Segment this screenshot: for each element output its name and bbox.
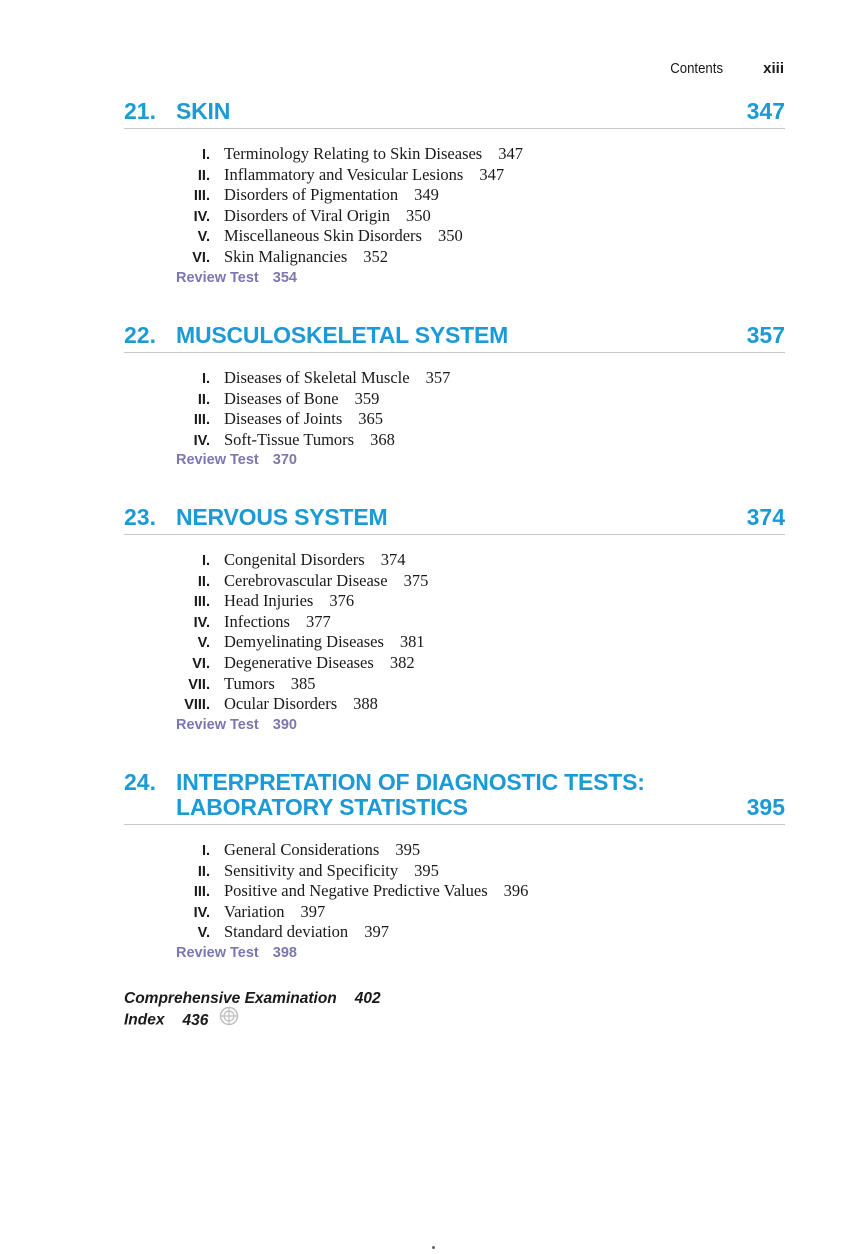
toc-entry[interactable] — [124, 550, 785, 571]
toc-entry[interactable] — [124, 185, 785, 206]
toc-entry[interactable] — [124, 653, 785, 674]
toc-entry[interactable] — [124, 247, 785, 268]
section-numeral: II. — [197, 863, 210, 880]
section-numeral: IV. — [193, 904, 210, 921]
section-title: Diseases of Bone — [224, 388, 339, 408]
section-numeral: VI. — [192, 655, 210, 672]
section-page: 350 — [437, 226, 463, 246]
section-numeral: I. — [201, 843, 210, 859]
section-title: Degenerative Diseases — [224, 652, 374, 672]
toc-entry[interactable] — [124, 632, 785, 653]
review-test-link[interactable] — [176, 717, 785, 733]
toc-entry[interactable] — [124, 144, 785, 165]
chapter-title-line: MUSCULOSKELETAL SYSTEM — [176, 322, 509, 348]
section-numeral: IV. — [193, 614, 210, 631]
section-numeral: VI. — [192, 249, 210, 266]
chapter-page-number: 395 — [746, 794, 785, 820]
section-page: 347 — [479, 164, 505, 184]
running-head — [663, 60, 784, 77]
crop-mark — [432, 1246, 435, 1249]
toc-entry[interactable] — [124, 389, 785, 410]
section-title: Soft-Tissue Tumors — [224, 429, 355, 449]
section-title: Head Injuries — [224, 591, 314, 611]
section-title: Variation — [224, 901, 285, 921]
section-title: Skin Malignancies — [224, 246, 348, 266]
review-test-label: Review Test — [176, 269, 259, 286]
section-numeral: II. — [197, 167, 210, 184]
page-folio: xiii — [763, 60, 784, 77]
section-numeral: V. — [197, 925, 210, 942]
chapter-title — [176, 99, 785, 124]
section-page: 350 — [405, 205, 431, 225]
review-test-page: 398 — [272, 944, 297, 961]
section-title: Disorders of Pigmentation — [224, 185, 399, 205]
end-matter — [124, 988, 381, 1032]
section-page: 397 — [300, 901, 326, 921]
toc-entry[interactable] — [124, 368, 785, 389]
section-page: 374 — [380, 550, 406, 569]
chapter-title — [176, 505, 785, 530]
section-list — [124, 840, 785, 943]
section-title: Disorders of Viral Origin — [224, 205, 390, 225]
section-list — [124, 368, 785, 450]
end-matter-page: 402 — [354, 990, 381, 1007]
review-test-link[interactable] — [176, 945, 785, 961]
section-page: 376 — [329, 591, 355, 611]
chapter-24 — [124, 770, 785, 961]
section-title: Infections — [224, 611, 290, 631]
chapter-title-line: INTERPRETATION OF DIAGNOSTIC TESTS: — [176, 769, 645, 795]
chapter-title-line: NERVOUS SYSTEM — [176, 504, 388, 530]
chapter-title — [176, 770, 785, 820]
section-page: 396 — [503, 881, 529, 901]
section-page: 382 — [389, 652, 415, 672]
section-page: 385 — [290, 673, 316, 693]
chapter-title — [176, 323, 785, 348]
toc-entry[interactable] — [124, 409, 785, 430]
review-test-page: 354 — [272, 269, 297, 286]
section-title: Ocular Disorders — [224, 694, 338, 714]
section-page: 397 — [364, 922, 389, 942]
section-numeral: V. — [197, 635, 210, 652]
section-title: Diseases of Joints — [224, 409, 343, 429]
section-title: Tumors — [224, 673, 275, 693]
end-matter-label: Index — [124, 1011, 165, 1029]
section-title: Demyelinating Diseases — [224, 632, 384, 652]
section-numeral: I. — [201, 371, 210, 387]
section-numeral: III. — [193, 594, 210, 611]
chapter-number: 22. — [124, 322, 156, 348]
toc-entry[interactable] — [124, 902, 785, 923]
chapter-heading[interactable] — [124, 323, 785, 353]
review-test-page: 370 — [272, 452, 297, 469]
index-entry[interactable] — [124, 1009, 381, 1032]
section-title: Terminology Relating to Skin Diseases — [224, 144, 483, 163]
section-title: Diseases of Skeletal Muscle — [224, 368, 410, 387]
section-page: 388 — [353, 694, 378, 714]
section-numeral: I. — [201, 147, 210, 163]
section-numeral: III. — [193, 188, 210, 205]
section-title: Positive and Negative Predictive Values — [224, 881, 488, 901]
section-numeral: III. — [193, 412, 210, 429]
section-title: General Considerations — [224, 840, 380, 859]
review-test-link[interactable] — [176, 270, 785, 286]
chapter-heading[interactable] — [124, 99, 785, 129]
chapter-23 — [124, 505, 785, 733]
review-test-page: 390 — [272, 716, 297, 733]
toc-entry[interactable] — [124, 694, 785, 715]
section-numeral: I. — [201, 553, 210, 569]
end-matter-label: Comprehensive Examination — [124, 990, 337, 1007]
section-page: 377 — [305, 611, 331, 631]
toc-entry[interactable] — [124, 165, 785, 186]
toc-entry[interactable] — [124, 922, 785, 943]
section-page: 381 — [399, 632, 425, 652]
chapter-page-number: 374 — [746, 504, 785, 530]
section-title: Cerebrovascular Disease — [224, 570, 388, 590]
section-page: 349 — [414, 185, 439, 205]
toc-entry[interactable] — [124, 612, 785, 633]
section-page: 395 — [414, 860, 439, 880]
section-page: 357 — [425, 368, 451, 387]
chapter-22 — [124, 323, 785, 468]
chapter-number: 23. — [124, 504, 156, 530]
toc-entry[interactable] — [124, 881, 785, 902]
section-numeral: III. — [193, 884, 210, 901]
chapter-number: 24. — [124, 769, 156, 795]
section-title: Inflammatory and Vesicular Lesions — [224, 164, 464, 184]
section-title: Standard deviation — [224, 922, 349, 942]
section-page: 352 — [363, 246, 389, 266]
review-test-label: Review Test — [176, 716, 259, 733]
toc-entry[interactable] — [124, 226, 785, 247]
toc-entry[interactable] — [124, 591, 785, 612]
chapter-page-number: 347 — [746, 98, 785, 124]
section-numeral: II. — [197, 573, 210, 590]
section-page: 347 — [498, 144, 523, 163]
toc-entry[interactable] — [124, 206, 785, 227]
section-page: 368 — [370, 429, 395, 449]
section-title: Congenital Disorders — [224, 550, 365, 569]
section-title: Miscellaneous Skin Disorders — [224, 226, 422, 246]
running-head-title: Contents — [670, 60, 724, 77]
chapter-title-line: LABORATORY STATISTICS — [176, 794, 468, 820]
comprehensive-exam-entry[interactable] — [124, 988, 381, 1009]
section-title: Sensitivity and Specificity — [224, 860, 399, 880]
section-numeral: VIII. — [184, 697, 210, 714]
section-page: 359 — [354, 388, 380, 408]
section-list — [124, 550, 785, 715]
chapter-title-line: SKIN — [176, 98, 231, 124]
section-list — [124, 144, 785, 268]
review-test-label: Review Test — [176, 452, 259, 469]
chapter-21 — [124, 99, 785, 286]
chapter-number: 21. — [124, 98, 156, 124]
registration-target-icon — [219, 1006, 239, 1032]
section-page: 395 — [395, 840, 421, 859]
chapter-page-number: 357 — [746, 322, 785, 348]
chapter-heading[interactable] — [124, 505, 785, 535]
toc-entry[interactable] — [124, 430, 785, 451]
review-test-label: Review Test — [176, 944, 259, 961]
chapter-heading[interactable] — [124, 770, 785, 825]
section-numeral: II. — [197, 391, 210, 408]
review-test-link[interactable] — [176, 452, 785, 468]
section-numeral: V. — [197, 229, 210, 246]
toc-entry[interactable] — [124, 840, 785, 861]
toc-entry[interactable] — [124, 674, 785, 695]
toc-entry[interactable] — [124, 861, 785, 882]
end-matter-page: 436 — [182, 1011, 209, 1029]
toc-entry[interactable] — [124, 571, 785, 592]
section-numeral: IV. — [193, 432, 210, 449]
section-page: 375 — [403, 570, 429, 590]
section-page: 365 — [358, 409, 383, 429]
section-numeral: IV. — [193, 208, 210, 225]
section-numeral: VII. — [188, 676, 210, 693]
